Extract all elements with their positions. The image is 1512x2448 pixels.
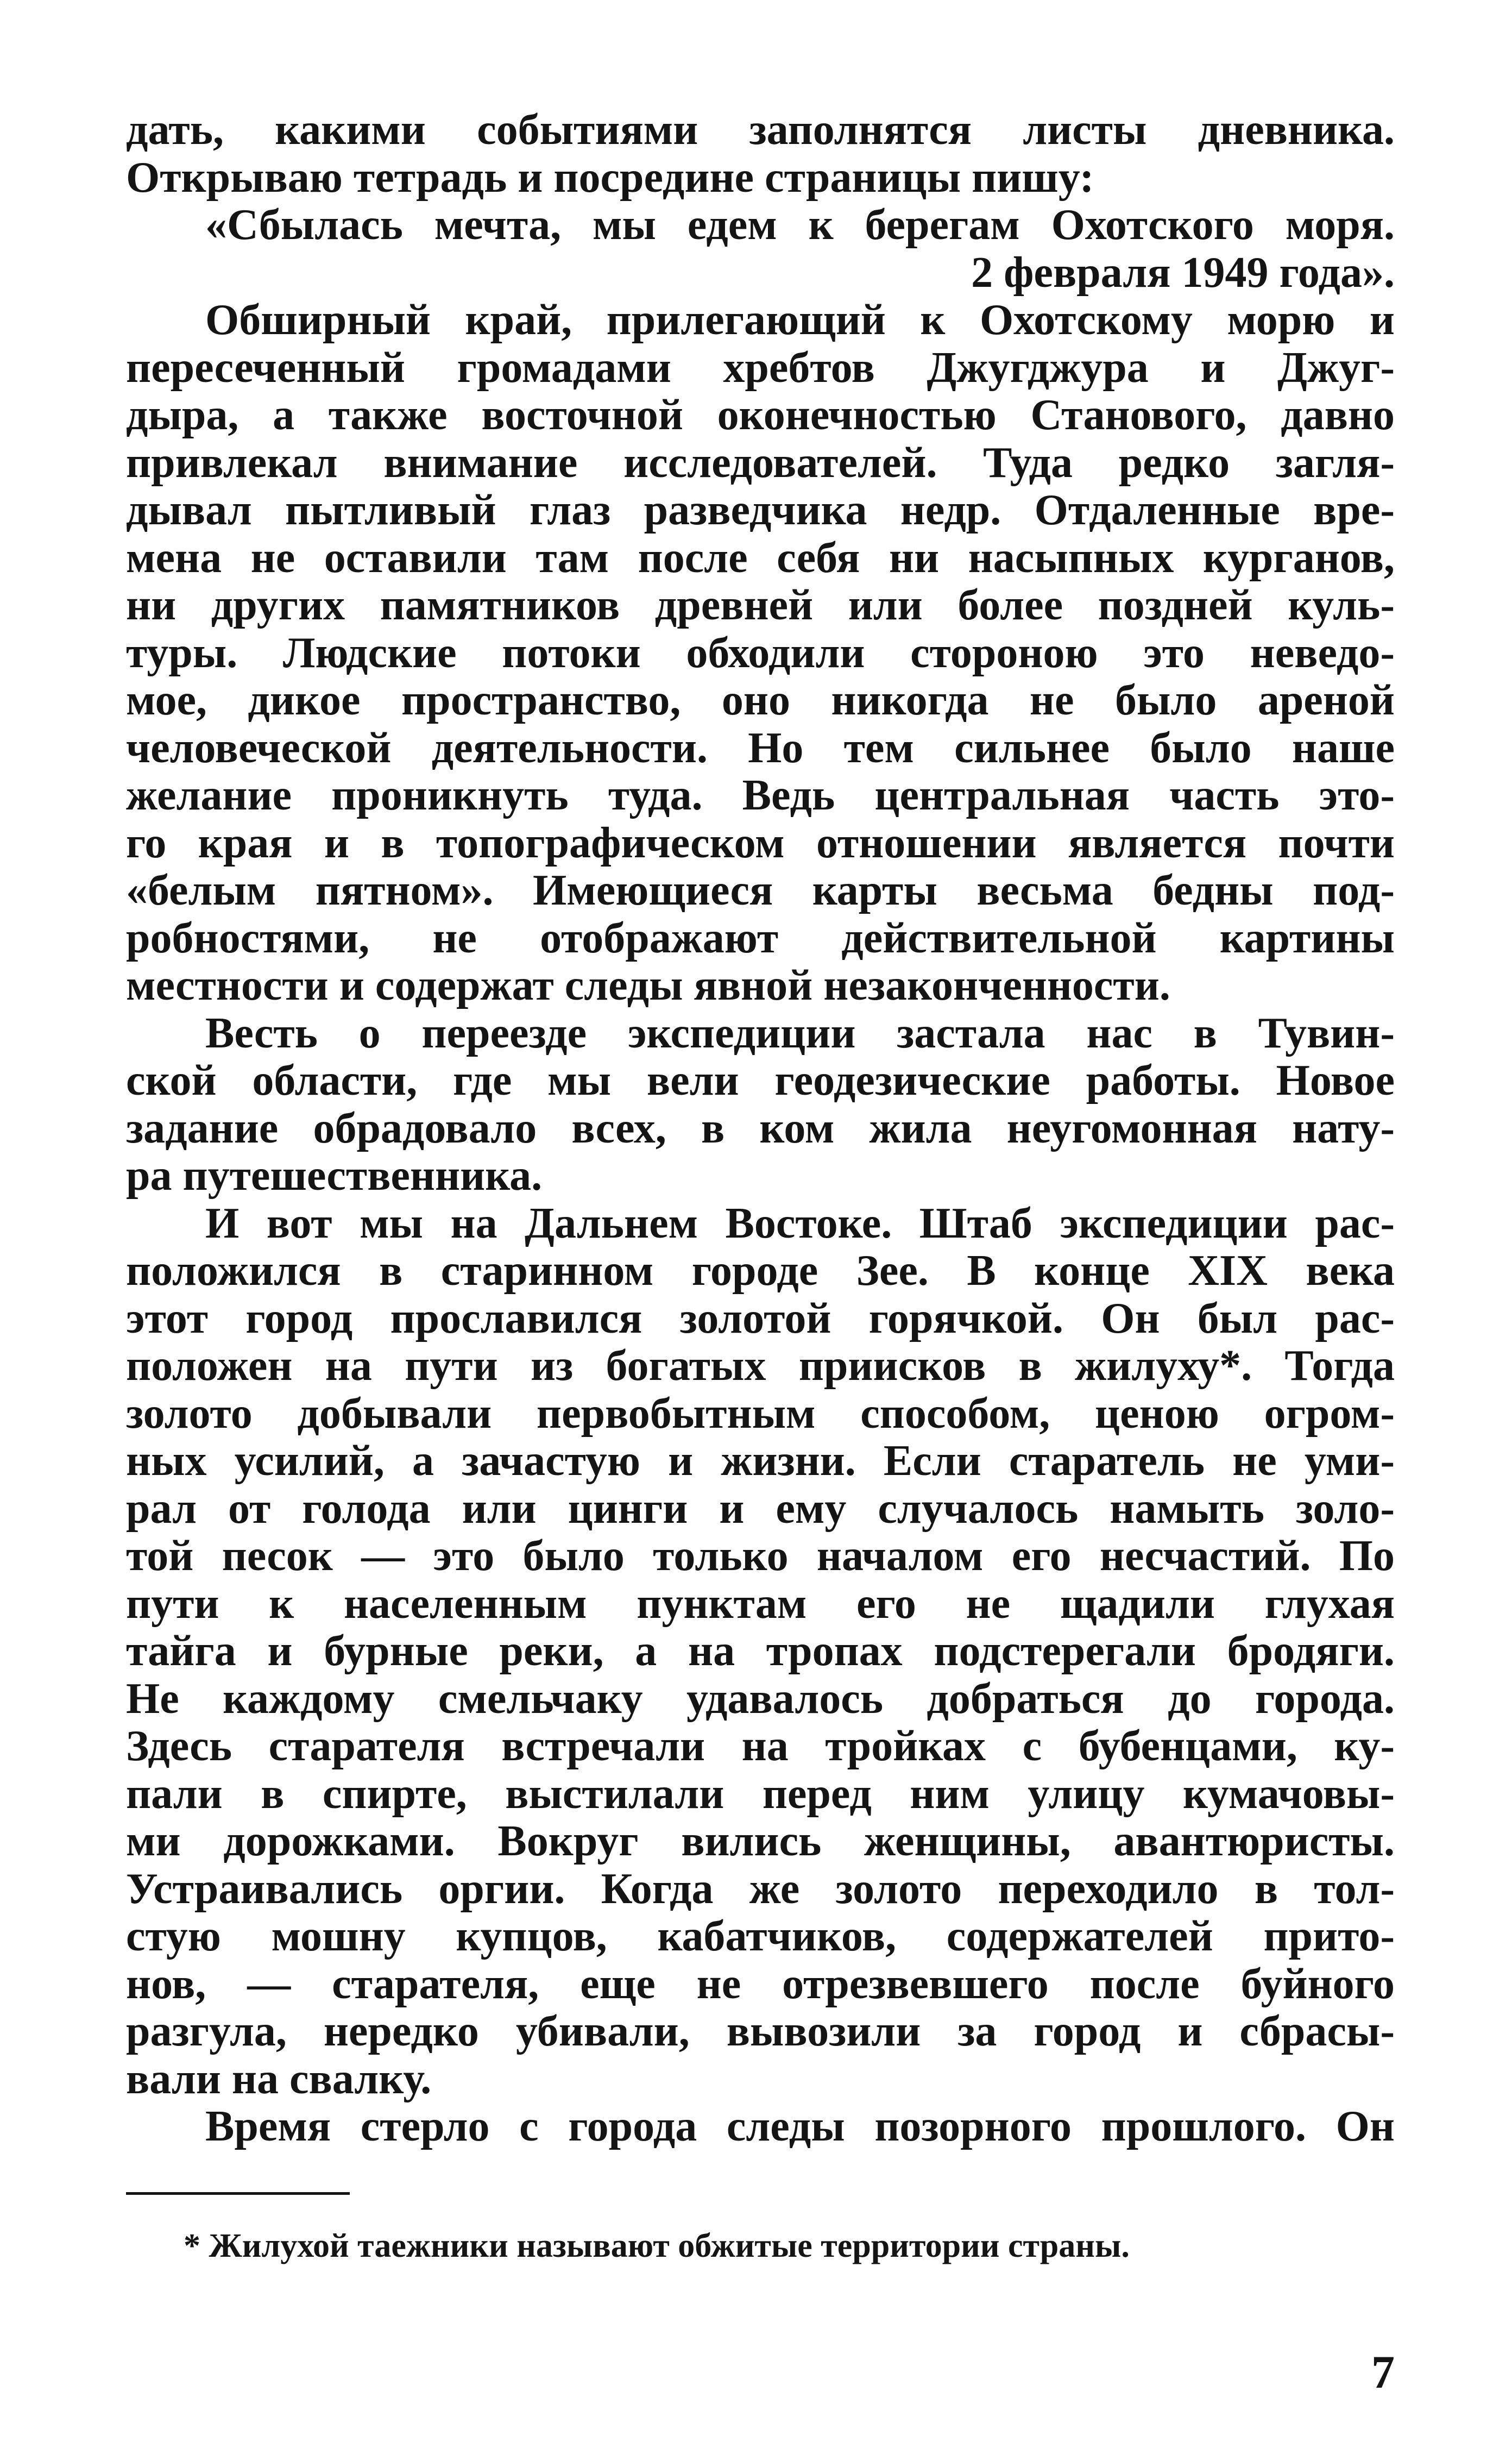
text-line: этот город прославился золотой горячкой. Он был рас-	[126, 1294, 1395, 1342]
text-line: дать, какими событиями заполнятся листы дневника.	[126, 106, 1395, 154]
text-line: ных усилий, а зачастую и жизни. Если старатель не уми-	[126, 1437, 1395, 1485]
text-line: нов, — старателя, еще не отрезвевшего после буйного	[126, 1960, 1395, 2008]
text-line: Открываю тетрадь и посредине страницы пишу:	[126, 153, 1094, 202]
text-line: Весть о переезде экспедиции застала нас в Тувин-	[205, 1009, 1395, 1057]
body-text	[126, 106, 1395, 2151]
text-line: пали в спирте, выстилали перед ним улицу кумачовы-	[126, 1769, 1395, 1818]
page-number: 7	[1371, 2346, 1395, 2398]
text-line: робностями, не отображают действительной картины	[126, 914, 1395, 962]
text-line: туры. Людские потоки обходили стороною это неведо-	[126, 629, 1395, 677]
text-line: местности и содержат следы явной незаконченности.	[126, 962, 1170, 1009]
text-line: 2 февраля 1949 года».	[971, 248, 1395, 297]
text-line: задание обрадовало всех, в ком жила неугомонная нату-	[126, 1104, 1395, 1152]
text-line: И вот мы на Дальнем Востоке. Штаб экспедиции рас-	[205, 1199, 1395, 1247]
text-line: пересеченный громадами хребтов Джугджура и Джуг-	[126, 343, 1395, 392]
text-line: Здесь старателя встречали на тройках с бубенцами, ку-	[126, 1722, 1395, 1770]
text-line: дыра, а также восточной оконечностью Станового, давно	[126, 391, 1395, 439]
text-line: ра путешественника.	[126, 1152, 543, 1200]
text-line: вали на свалку.	[126, 2055, 432, 2103]
text-line: стую мошну купцов, кабатчиков, содержателей прито-	[126, 1912, 1395, 1960]
text-line: дывал пытливый глаз разведчика недр. Отдаленные вре-	[126, 486, 1395, 534]
footnote: * Жилухой таежники называют обжитые территории страны.	[184, 2227, 1130, 2264]
text-line: тайга и бурные реки, а на тропах подстерегали бродяги.	[126, 1627, 1395, 1675]
text-line: пути к населенным пунктам его не щадили глухая	[126, 1579, 1395, 1628]
text-line: положился в старинном городе Зее. В конце XIX века	[126, 1247, 1395, 1295]
text-line: Время стерло с города следы позорного прошлого. Он	[205, 2102, 1395, 2150]
text-line: ми дорожками. Вокруг вились женщины, авантюристы.	[126, 1817, 1395, 1865]
text-line: «Сбылась мечта, мы едем к берегам Охотского моря.	[205, 201, 1395, 249]
text-line: Устраивались оргии. Когда же золото переходило в тол-	[126, 1865, 1395, 1913]
footnote-divider	[126, 2192, 350, 2195]
text-line: Не каждому смельчаку удавалось добраться до города.	[126, 1674, 1395, 1723]
text-line: «белым пятном». Имеющиеся карты весьма бедны под-	[126, 867, 1395, 914]
text-line: ской области, где мы вели геодезические работы. Новое	[126, 1057, 1395, 1104]
text-line: той песок — это было только началом его несчастий. По	[126, 1532, 1395, 1580]
text-line: золото добывали первобытным способом, ценою огром-	[126, 1389, 1395, 1438]
text-line: разгула, нередко убивали, вывозили за город и сбрасы-	[126, 2007, 1395, 2055]
text-line: положен на пути из богатых приисков в жилуху*. Тогда	[126, 1342, 1395, 1390]
text-line: желание проникнуть туда. Ведь центральная часть это-	[126, 771, 1395, 819]
text-line: го края и в топографическом отношении является почти	[126, 819, 1395, 867]
text-line: рал от голода или цинги и ему случалось намыть золо-	[126, 1484, 1395, 1533]
text-line: мена не оставили там после себя ни насыпных курганов,	[126, 533, 1395, 582]
text-line: Обширный край, прилегающий к Охотскому морю и	[205, 296, 1395, 344]
text-line: ни других памятников древней или более поздней куль-	[126, 581, 1395, 629]
text-line: человеческой деятельности. Но тем сильнее было наше	[126, 724, 1395, 772]
text-line: мое, дикое пространство, оно никогда не было ареной	[126, 676, 1395, 724]
text-line: привлекал внимание исследователей. Туда редко загля-	[126, 438, 1395, 487]
